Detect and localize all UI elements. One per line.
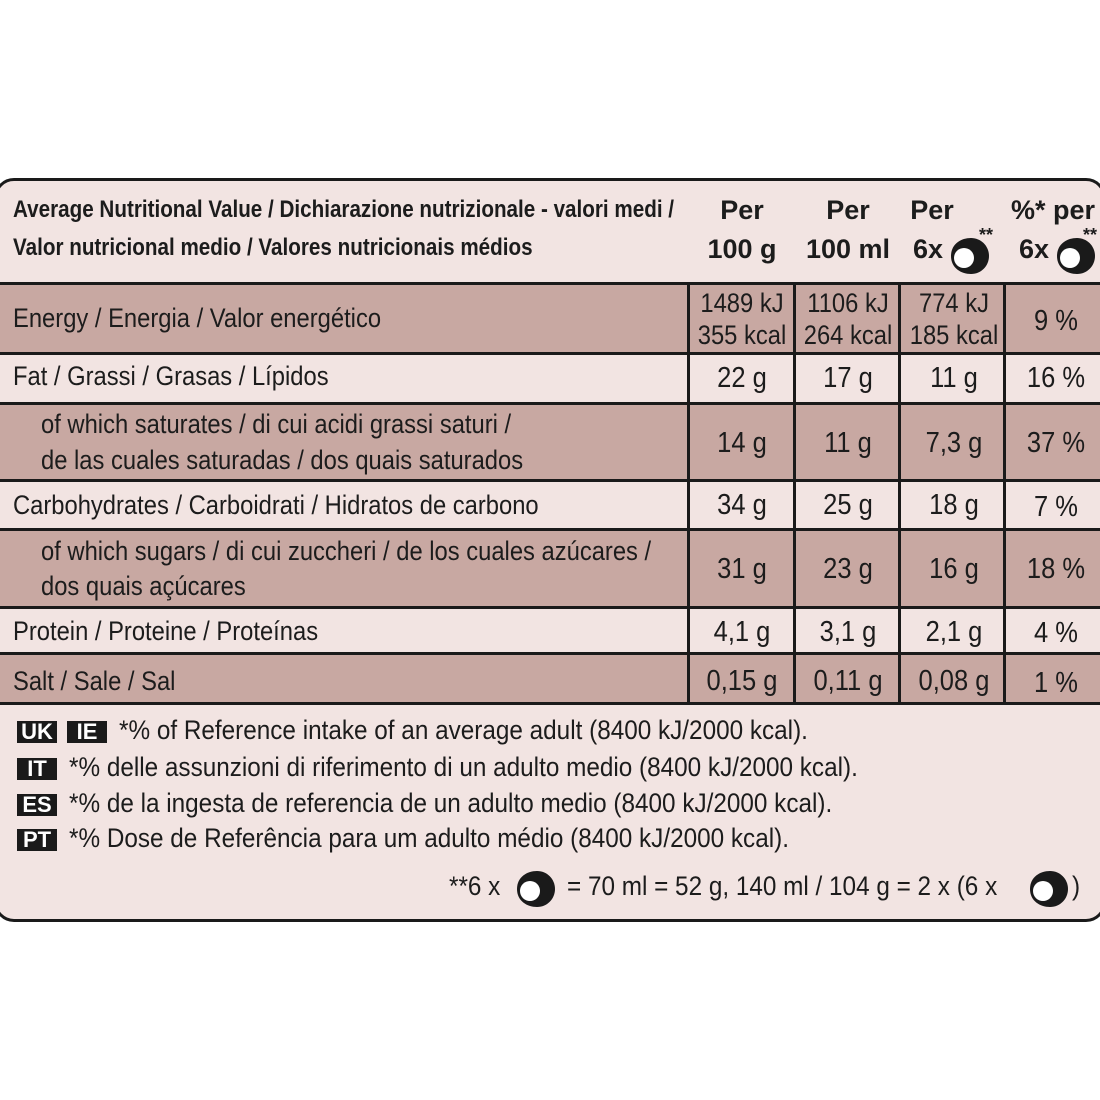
portion-note-suffix: ): [1072, 871, 1081, 901]
cell-fat-100g: 22 g: [717, 362, 767, 394]
cell-carbohydrates-portion: 18 g: [929, 489, 979, 521]
column-divider: [687, 282, 690, 705]
cell-carbohydrates-percent: 7 %: [1034, 491, 1078, 523]
col-header-per-100g-line1: Per: [720, 195, 764, 225]
col-header-per-portion-count: 6x: [913, 234, 944, 264]
cell-carbohydrates-100ml: 25 g: [823, 489, 873, 521]
cell-energy-portion: 774 kJ 185 kcal: [909, 288, 999, 350]
pot-icon: [511, 869, 559, 909]
cell-saturates-portion: 7,3 g: [925, 427, 983, 459]
cell-sugars-portion: 16 g: [929, 553, 979, 585]
cell-salt-100g: 0,15 g: [706, 665, 778, 697]
cell-fat-portion: 11 g: [930, 362, 978, 394]
cell-saturates-percent: 37 %: [1026, 427, 1086, 459]
row-label-fat: Fat / Grassi / Grasas / Lípidos: [13, 361, 329, 391]
cell-protein-100g: 4,1 g: [713, 616, 771, 648]
cell-energy-100g: 1489 kJ 355 kcal: [697, 288, 787, 350]
cell-saturates-100ml: 11 g: [824, 427, 872, 459]
divider: [0, 479, 1100, 482]
cell-salt-100ml: 0,11 g: [813, 665, 883, 697]
column-divider: [1003, 282, 1006, 705]
footnote-es: *% de la ingesta de referencia de un adulto medio (8400 kJ/2000 kcal).: [69, 788, 833, 818]
col-header-per-100g-line2: 100 g: [707, 234, 777, 264]
pot-icon: [1024, 869, 1072, 909]
row-label-sugars-line2: dos quais açúcares: [41, 571, 246, 601]
cell-salt-portion: 0,08 g: [918, 665, 990, 697]
table-title-line2: Valor nutricional medio / Valores nutricionais médios: [13, 234, 533, 261]
flag-pt: PT: [17, 829, 57, 851]
divider: [0, 652, 1100, 655]
col-header-percent-count: 6x: [1019, 234, 1050, 264]
footnote-en: *% of Reference intake of an average adult (8400 kJ/2000 kcal).: [119, 715, 808, 745]
row-label-salt: Salt / Sale / Sal: [13, 666, 176, 696]
cell-protein-percent: 4 %: [1034, 617, 1078, 649]
cell-carbohydrates-100g: 34 g: [717, 489, 767, 521]
row-label-protein: Protein / Proteine / Proteínas: [13, 616, 319, 646]
table-title-line1: Average Nutritional Value / Dichiarazione nutrizionale - valori medi /: [13, 196, 675, 223]
col-header-per-portion-line1: Per: [910, 195, 954, 225]
divider: [0, 702, 1100, 705]
cell-energy-percent: 9 %: [1034, 305, 1078, 337]
divider: [0, 528, 1100, 531]
divider: [0, 402, 1100, 405]
row-label-carbohydrates: Carbohydrates / Carboidrati / Hidratos de carbono: [13, 490, 539, 520]
portion-note-middle: = 70 ml = 52 g, 140 ml / 104 g = 2 x (6 x: [567, 871, 998, 901]
cell-sugars-100g: 31 g: [717, 553, 767, 585]
column-divider: [898, 282, 901, 705]
flag-es: ES: [17, 794, 57, 816]
divider: [0, 352, 1100, 355]
flag-it: IT: [17, 758, 57, 780]
cell-saturates-100g: 14 g: [717, 427, 767, 459]
column-divider: [793, 282, 796, 705]
cell-sugars-100ml: 23 g: [823, 553, 873, 585]
cell-protein-portion: 2,1 g: [925, 616, 983, 648]
flag-ie: IE: [67, 721, 107, 743]
cell-fat-100ml: 17 g: [823, 362, 873, 394]
col-header-percent-mark: **: [1083, 225, 1098, 245]
cell-energy-100ml: 1106 kJ 264 kcal: [803, 288, 893, 350]
portion-note-prefix: **6 x: [449, 871, 501, 901]
footnote-pt: *% Dose de Referência para um adulto médio (8400 kJ/2000 kcal).: [69, 823, 789, 853]
col-header-per-100ml-line1: Per: [826, 195, 870, 225]
row-label-energy: Energy / Energia / Valor energético: [13, 303, 382, 333]
nutrition-table: [0, 178, 1100, 922]
col-header-per-portion-mark: **: [979, 225, 994, 245]
cell-protein-100ml: 3,1 g: [819, 616, 877, 648]
cell-fat-percent: 16 %: [1026, 362, 1086, 394]
cell-salt-percent: 1 %: [1034, 667, 1078, 699]
col-header-percent-line1: %* per: [1011, 195, 1096, 225]
divider: [0, 606, 1100, 609]
col-header-per-100ml-line2: 100 ml: [805, 234, 891, 264]
row-label-sugars-line1: of which sugars / di cui zuccheri / de los cuales azúcares /: [41, 536, 652, 566]
cell-sugars-percent: 18 %: [1026, 553, 1086, 585]
row-label-saturates-line1: of which saturates / di cui acidi grassi saturi /: [41, 409, 512, 439]
footnote-it: *% delle assunzioni di riferimento di un adulto medio (8400 kJ/2000 kcal).: [69, 752, 858, 782]
flag-uk: UK: [17, 721, 57, 743]
divider: [0, 282, 1100, 285]
row-label-saturates-line2: de las cuales saturadas / dos quais saturados: [41, 445, 524, 475]
